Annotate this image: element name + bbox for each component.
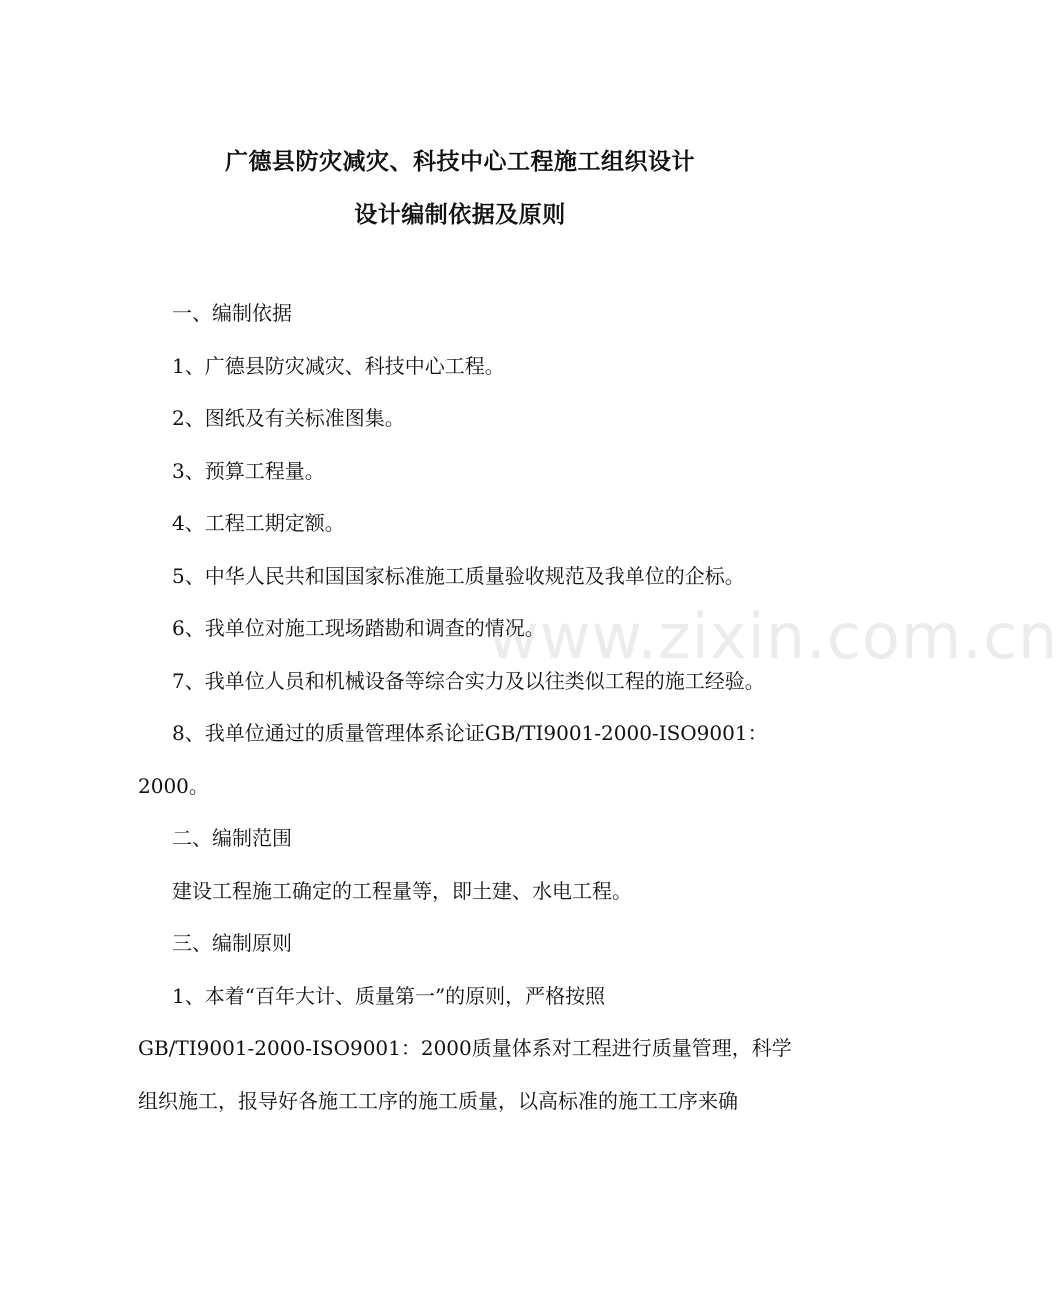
- principle-line: 组织施工，报导好各施工工序的施工质量，以高标准的施工工序来确: [138, 1089, 738, 1113]
- basis-item: 2、图纸及有关标准图集。: [172, 406, 405, 430]
- section-heading-principles: 三、编制原则: [172, 931, 292, 955]
- principle-line: GB/TI9001-2000-ISO9001：2000质量体系对工程进行质量管理，科学: [138, 1036, 792, 1060]
- basis-item: 5、中华人民共和国国家标准施工质量验收规范及我单位的企标。: [172, 564, 745, 588]
- basis-item: 6、我单位对施工现场踏勘和调查的情况。: [172, 616, 545, 640]
- section-heading-basis: 一、编制依据: [172, 301, 292, 325]
- basis-item-continuation: 2000。: [138, 774, 209, 798]
- basis-item: 1、广德县防灾减灾、科技中心工程。: [172, 354, 505, 378]
- basis-item: 3、预算工程量。: [172, 459, 325, 483]
- basis-item: 8、我单位通过的质量管理体系论证GB/TI9001-2000-ISO9001：: [172, 721, 768, 745]
- basis-item: 7、我单位人员和机械设备等综合实力及以往类似工程的施工经验。: [172, 669, 765, 693]
- basis-item: 4、工程工期定额。: [172, 511, 345, 535]
- scope-text: 建设工程施工确定的工程量等，即土建、水电工程。: [172, 879, 632, 903]
- document-subtitle: 设计编制依据及原则: [354, 201, 566, 228]
- principle-line: 1、本着“百年大计、质量第一”的原则，严格按照: [172, 984, 606, 1008]
- section-heading-scope: 二、编制范围: [172, 826, 292, 850]
- document-title: 广德县防灾减灾、科技中心工程施工组织设计: [225, 148, 695, 175]
- watermark-text: www.zixin.com.cn: [488, 600, 1058, 673]
